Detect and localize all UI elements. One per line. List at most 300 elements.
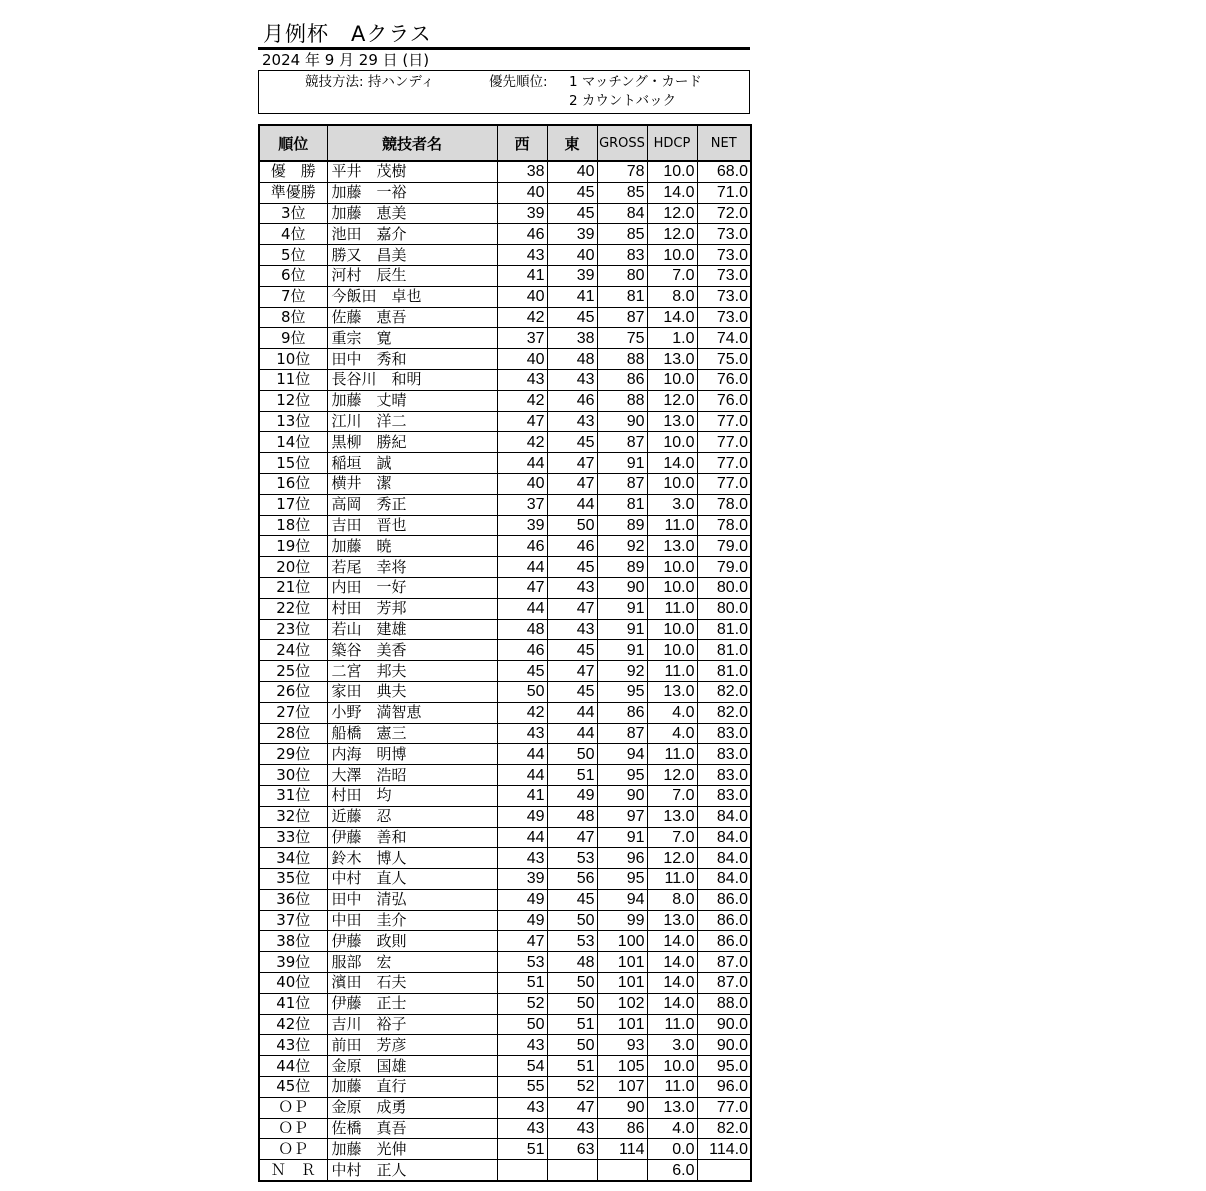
gross-cell: 101 [597,952,647,973]
in-score-cell: 51 [547,1014,597,1035]
out-score-cell: 44 [497,827,547,848]
net-cell: 76.0 [697,390,751,411]
table-row [259,931,751,952]
gross-cell: 92 [597,661,647,682]
in-score-cell: 47 [547,827,597,848]
competition-method: 競技方法: 持ハンディ [305,74,435,90]
hdcp-cell: 12.0 [647,390,697,411]
hdcp-cell: 14.0 [647,973,697,994]
in-score-cell: 44 [547,494,597,515]
gross-cell: 89 [597,515,647,536]
in-score-cell: 50 [547,744,597,765]
gross-cell: 95 [597,765,647,786]
net-cell: 79.0 [697,557,751,578]
table-row [259,557,751,578]
gross-cell: 90 [597,411,647,432]
in-score-cell: 47 [547,453,597,474]
gross-cell: 85 [597,224,647,245]
gross-cell: 90 [597,1097,647,1118]
out-score-cell: 49 [497,889,547,910]
table-row [259,723,751,744]
in-score-cell: 40 [547,245,597,266]
player-name-cell: 内田 一好 [327,577,497,598]
rank-cell: 43位 [259,1035,327,1056]
gross-cell: 105 [597,1056,647,1077]
gross-cell: 95 [597,869,647,890]
in-score-cell: 51 [547,1056,597,1077]
hdcp-cell: 12.0 [647,765,697,786]
rank-cell: 6位 [259,265,327,286]
net-cell: 77.0 [697,453,751,474]
gross-cell: 94 [597,889,647,910]
gross-cell: 94 [597,744,647,765]
out-score-cell: 46 [497,536,547,557]
out-score-cell: 43 [497,1118,547,1139]
player-name-cell: 加藤 光伸 [327,1139,497,1160]
out-score-cell: 42 [497,307,547,328]
table-row [259,765,751,786]
gross-cell: 81 [597,286,647,307]
rank-cell: 37位 [259,910,327,931]
net-cell: 80.0 [697,598,751,619]
table-row [259,224,751,245]
rank-cell: 13位 [259,411,327,432]
table-row [259,848,751,869]
net-cell: 87.0 [697,952,751,973]
table-row [259,702,751,723]
hdcp-cell: 13.0 [647,349,697,370]
out-score-cell: 44 [497,557,547,578]
player-name-cell: 長谷川 和明 [327,369,497,390]
out-score-cell: 42 [497,390,547,411]
results-sheet [258,22,750,1182]
hdcp-cell: 12.0 [647,224,697,245]
in-score-cell: 50 [547,515,597,536]
results-table [258,124,752,1182]
rank-cell: 24位 [259,640,327,661]
net-cell: 79.0 [697,536,751,557]
hdcp-cell: 10.0 [647,640,697,661]
hdcp-cell: 14.0 [647,952,697,973]
rank-cell: 8位 [259,307,327,328]
gross-cell: 88 [597,390,647,411]
hdcp-cell: 10.0 [647,619,697,640]
rank-cell: 16位 [259,473,327,494]
in-score-cell: 53 [547,931,597,952]
rank-cell: 25位 [259,661,327,682]
hdcp-cell: 4.0 [647,702,697,723]
table-row [259,993,751,1014]
player-name-cell: 横井 潔 [327,473,497,494]
hdcp-cell: 4.0 [647,723,697,744]
net-cell: 84.0 [697,827,751,848]
player-name-cell: 加藤 暁 [327,536,497,557]
player-name-cell: 近藤 忍 [327,806,497,827]
player-name-cell: 家田 典夫 [327,681,497,702]
rank-cell: 12位 [259,390,327,411]
gross-cell: 97 [597,806,647,827]
net-cell: 73.0 [697,307,751,328]
net-cell: 90.0 [697,1014,751,1035]
table-row [259,307,751,328]
hdcp-cell: 0.0 [647,1139,697,1160]
player-name-cell: 伊藤 善和 [327,827,497,848]
table-row [259,952,751,973]
out-score-cell: 46 [497,224,547,245]
table-row [259,1035,751,1056]
player-name-cell: 船橋 憲三 [327,723,497,744]
in-score-cell: 48 [547,952,597,973]
col-header-in: 東 [547,125,597,161]
table-row [259,910,751,931]
in-score-cell: 47 [547,661,597,682]
out-score-cell: 43 [497,1097,547,1118]
table-row [259,203,751,224]
hdcp-cell: 4.0 [647,1118,697,1139]
out-score-cell [497,1160,547,1181]
net-cell: 78.0 [697,515,751,536]
net-cell: 78.0 [697,494,751,515]
net-cell: 73.0 [697,286,751,307]
out-score-cell: 40 [497,349,547,370]
table-row [259,1077,751,1098]
out-score-cell: 38 [497,161,547,182]
gross-cell: 102 [597,993,647,1014]
gross-cell: 91 [597,640,647,661]
out-score-cell: 44 [497,598,547,619]
player-name-cell: 田中 清弘 [327,889,497,910]
table-row [259,1097,751,1118]
out-score-cell: 44 [497,744,547,765]
net-cell: 86.0 [697,931,751,952]
priority-rule-2: 2 カウントバック [569,93,677,109]
net-cell: 114.0 [697,1139,751,1160]
rank-cell: 35位 [259,869,327,890]
rank-cell: 22位 [259,598,327,619]
col-header-gross: GROSS [597,125,647,161]
in-score-cell: 50 [547,993,597,1014]
hdcp-cell: 11.0 [647,598,697,619]
in-score-cell: 48 [547,806,597,827]
rank-cell: 21位 [259,577,327,598]
in-score-cell: 45 [547,640,597,661]
table-row [259,1118,751,1139]
player-name-cell: 二宮 邦夫 [327,661,497,682]
table-row [259,640,751,661]
out-score-cell: 53 [497,952,547,973]
out-score-cell: 51 [497,1139,547,1160]
hdcp-cell: 13.0 [647,681,697,702]
hdcp-cell: 13.0 [647,806,697,827]
hdcp-cell: 11.0 [647,744,697,765]
in-score-cell: 45 [547,432,597,453]
rank-cell: 5位 [259,245,327,266]
rank-cell: 27位 [259,702,327,723]
gross-cell: 78 [597,161,647,182]
net-cell: 90.0 [697,1035,751,1056]
gross-cell: 95 [597,681,647,702]
gross-cell [597,1160,647,1181]
hdcp-cell: 10.0 [647,577,697,598]
hdcp-cell: 7.0 [647,785,697,806]
gross-cell: 87 [597,432,647,453]
out-score-cell: 40 [497,182,547,203]
table-row [259,1160,751,1181]
net-cell: 75.0 [697,349,751,370]
hdcp-cell: 3.0 [647,1035,697,1056]
out-score-cell: 41 [497,785,547,806]
in-score-cell: 48 [547,349,597,370]
net-cell: 84.0 [697,869,751,890]
player-name-cell: 伊藤 正士 [327,993,497,1014]
in-score-cell: 39 [547,224,597,245]
in-score-cell: 45 [547,889,597,910]
net-cell: 77.0 [697,411,751,432]
player-name-cell: 池田 嘉介 [327,224,497,245]
out-score-cell: 44 [497,765,547,786]
hdcp-cell: 10.0 [647,161,697,182]
in-score-cell: 47 [547,473,597,494]
hdcp-cell: 6.0 [647,1160,697,1181]
gross-cell: 114 [597,1139,647,1160]
player-name-cell: 村田 均 [327,785,497,806]
gross-cell: 100 [597,931,647,952]
gross-cell: 87 [597,307,647,328]
in-score-cell: 45 [547,182,597,203]
out-score-cell: 52 [497,993,547,1014]
rank-cell: 30位 [259,765,327,786]
rank-cell: 11位 [259,369,327,390]
priority-label: 優先順位: [489,74,548,90]
col-header-rank: 順位 [259,125,327,161]
hdcp-cell: 12.0 [647,848,697,869]
table-row [259,411,751,432]
table-row [259,869,751,890]
out-score-cell: 47 [497,931,547,952]
hdcp-cell: 10.0 [647,432,697,453]
gross-cell: 90 [597,577,647,598]
out-score-cell: 46 [497,640,547,661]
hdcp-cell: 14.0 [647,307,697,328]
hdcp-cell: 10.0 [647,369,697,390]
table-row [259,369,751,390]
out-score-cell: 39 [497,515,547,536]
in-score-cell: 50 [547,910,597,931]
gross-cell: 99 [597,910,647,931]
in-score-cell: 47 [547,1097,597,1118]
rank-cell: 29位 [259,744,327,765]
player-name-cell: 内海 明博 [327,744,497,765]
player-name-cell: 佐橋 真吾 [327,1118,497,1139]
hdcp-cell: 11.0 [647,869,697,890]
net-cell: 74.0 [697,328,751,349]
table-row [259,1139,751,1160]
hdcp-cell: 1.0 [647,328,697,349]
table-row [259,661,751,682]
hdcp-cell: 12.0 [647,203,697,224]
net-cell: 77.0 [697,432,751,453]
hdcp-cell: 7.0 [647,827,697,848]
net-cell: 82.0 [697,1118,751,1139]
hdcp-cell: 14.0 [647,453,697,474]
rank-cell: 38位 [259,931,327,952]
player-name-cell: 伊藤 政則 [327,931,497,952]
table-row [259,1056,751,1077]
rank-cell: 3位 [259,203,327,224]
player-name-cell: 吉田 晋也 [327,515,497,536]
rank-cell: ＯＰ [259,1118,327,1139]
hdcp-cell: 11.0 [647,1014,697,1035]
in-score-cell: 44 [547,723,597,744]
hdcp-cell: 11.0 [647,661,697,682]
in-score-cell: 43 [547,619,597,640]
in-score-cell: 50 [547,973,597,994]
out-score-cell: 37 [497,328,547,349]
priority-rule-1: 1 マッチング・カード [569,74,702,90]
table-row [259,536,751,557]
out-score-cell: 42 [497,702,547,723]
hdcp-cell: 14.0 [647,993,697,1014]
table-row [259,494,751,515]
gross-cell: 91 [597,453,647,474]
net-cell: 83.0 [697,765,751,786]
out-score-cell: 43 [497,245,547,266]
table-row [259,182,751,203]
gross-cell: 91 [597,827,647,848]
player-name-cell: 高岡 秀正 [327,494,497,515]
table-row [259,473,751,494]
gross-cell: 96 [597,848,647,869]
player-name-cell: 若尾 幸将 [327,557,497,578]
hdcp-cell: 11.0 [647,515,697,536]
player-name-cell: 加藤 丈晴 [327,390,497,411]
in-score-cell: 45 [547,557,597,578]
out-score-cell: 50 [497,681,547,702]
net-cell: 83.0 [697,785,751,806]
in-score-cell: 46 [547,536,597,557]
rank-cell: ＯＰ [259,1139,327,1160]
hdcp-cell: 14.0 [647,931,697,952]
net-cell: 96.0 [697,1077,751,1098]
net-cell: 76.0 [697,369,751,390]
out-score-cell: 39 [497,203,547,224]
hdcp-cell: 10.0 [647,1056,697,1077]
in-score-cell: 63 [547,1139,597,1160]
gross-cell: 86 [597,1118,647,1139]
table-row [259,286,751,307]
net-cell: 83.0 [697,723,751,744]
player-name-cell: 小野 満智恵 [327,702,497,723]
in-score-cell: 50 [547,1035,597,1056]
rank-cell: 44位 [259,1056,327,1077]
player-name-cell: 佐藤 恵吾 [327,307,497,328]
rank-cell: 39位 [259,952,327,973]
net-cell: 72.0 [697,203,751,224]
gross-cell: 91 [597,598,647,619]
table-row [259,432,751,453]
out-score-cell: 49 [497,910,547,931]
hdcp-cell: 3.0 [647,494,697,515]
player-name-cell: 田中 秀和 [327,349,497,370]
hdcp-cell: 7.0 [647,265,697,286]
event-date: 2024 年 9 月 29 日 (日) [258,50,750,71]
hdcp-cell: 8.0 [647,889,697,910]
net-cell: 77.0 [697,1097,751,1118]
out-score-cell: 50 [497,1014,547,1035]
in-score-cell: 49 [547,785,597,806]
table-row [259,681,751,702]
hdcp-cell: 13.0 [647,1097,697,1118]
in-score-cell: 43 [547,411,597,432]
table-row [259,827,751,848]
table-row [259,785,751,806]
rank-cell: 14位 [259,432,327,453]
table-row [259,265,751,286]
gross-cell: 86 [597,702,647,723]
out-score-cell: 48 [497,619,547,640]
table-row [259,328,751,349]
hdcp-cell: 10.0 [647,473,697,494]
hdcp-cell: 11.0 [647,1077,697,1098]
rank-cell: 42位 [259,1014,327,1035]
hdcp-cell: 8.0 [647,286,697,307]
rank-cell: 45位 [259,1077,327,1098]
rank-cell: 33位 [259,827,327,848]
net-cell [697,1160,751,1181]
gross-cell: 84 [597,203,647,224]
rank-cell: ＯＰ [259,1097,327,1118]
in-score-cell: 43 [547,1118,597,1139]
gross-cell: 107 [597,1077,647,1098]
rank-cell: 32位 [259,806,327,827]
player-name-cell: 稲垣 誠 [327,453,497,474]
net-cell: 71.0 [697,182,751,203]
player-name-cell: 加藤 直行 [327,1077,497,1098]
out-score-cell: 44 [497,453,547,474]
net-cell: 95.0 [697,1056,751,1077]
hdcp-cell: 13.0 [647,910,697,931]
out-score-cell: 47 [497,577,547,598]
player-name-cell: 重宗 寛 [327,328,497,349]
hdcp-cell: 10.0 [647,245,697,266]
player-name-cell: 吉川 裕子 [327,1014,497,1035]
table-row [259,598,751,619]
rank-cell: 4位 [259,224,327,245]
rank-cell: 優 勝 [259,161,327,182]
player-name-cell: 今飯田 卓也 [327,286,497,307]
out-score-cell: 47 [497,411,547,432]
player-name-cell: 加藤 恵美 [327,203,497,224]
table-row [259,390,751,411]
net-cell: 81.0 [697,640,751,661]
col-header-hdcp: HDCP [647,125,697,161]
out-score-cell: 40 [497,286,547,307]
table-row [259,349,751,370]
rank-cell: 28位 [259,723,327,744]
hdcp-cell: 13.0 [647,536,697,557]
player-name-cell: 大澤 浩昭 [327,765,497,786]
in-score-cell: 56 [547,869,597,890]
out-score-cell: 39 [497,869,547,890]
table-row [259,577,751,598]
in-score-cell: 47 [547,598,597,619]
gross-cell: 75 [597,328,647,349]
rank-cell: 9位 [259,328,327,349]
rank-cell: 18位 [259,515,327,536]
in-score-cell: 53 [547,848,597,869]
in-score-cell: 52 [547,1077,597,1098]
in-score-cell: 38 [547,328,597,349]
